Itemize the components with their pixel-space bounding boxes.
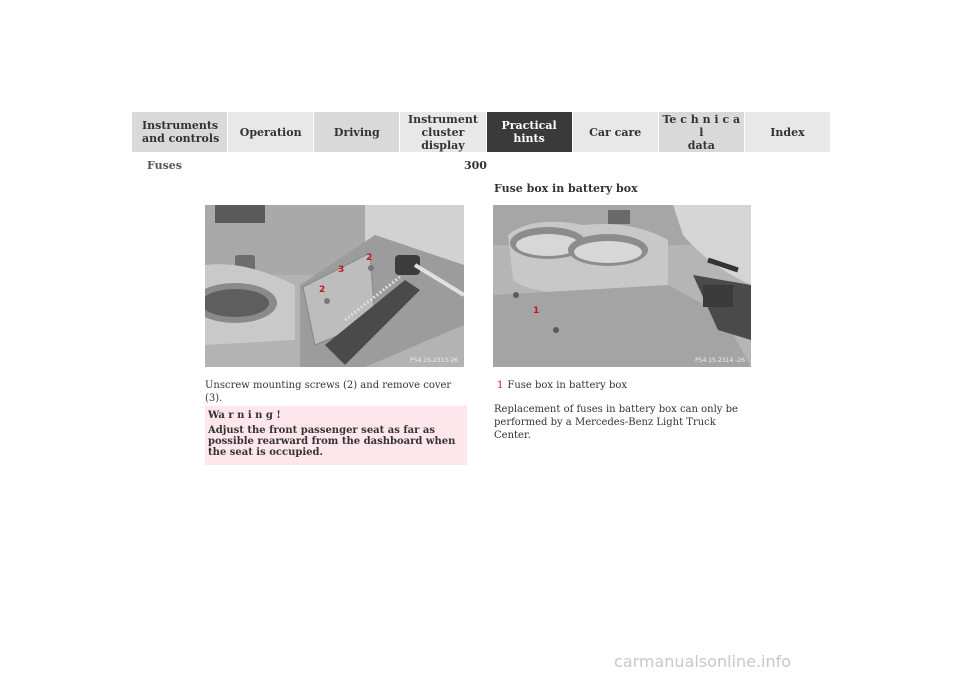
tab-technical-data[interactable] <box>659 112 745 152</box>
tab-label: Te c h n i c a l data <box>662 112 741 152</box>
photo-drawing <box>493 205 751 367</box>
callout-cover: 3 <box>338 265 345 275</box>
replacement-note: Replacement of fuses in battery box can only be performed by a Mercedes-Benz Light Truck Center. <box>494 404 738 441</box>
tab-label: Car care <box>589 125 642 139</box>
warning-text: Adjust the front passenger seat as far as possible rearward from the dashboard when the seat is occupied. <box>208 425 456 458</box>
tab-car-care[interactable] <box>573 112 659 152</box>
chapter-nav <box>132 112 830 152</box>
section-title: Fuses <box>147 159 182 172</box>
warning-title: Wa r n i n g ! <box>208 410 281 421</box>
tab-index[interactable] <box>745 112 830 152</box>
tab-instruments-and-controls[interactable] <box>132 112 228 152</box>
tab-label: Instrument cluster display <box>407 112 478 152</box>
tab-label: Operation <box>239 125 302 139</box>
callout-fuse-box: 1 <box>533 306 540 316</box>
cover-removal-photo <box>205 205 464 367</box>
tab-label: Practical hints <box>501 119 557 145</box>
tab-instrument-cluster-display[interactable] <box>400 112 486 152</box>
photo-drawing <box>205 205 464 367</box>
tab-label: Driving <box>333 125 380 139</box>
watermark: carmanualsonline.info <box>614 652 792 671</box>
warning-box <box>205 406 467 465</box>
legend-item <box>497 379 757 392</box>
battery-box-photo <box>493 205 751 367</box>
legend-text: Fuse box in battery box <box>507 380 628 391</box>
fuse-box-heading: Fuse box in battery box <box>494 182 638 195</box>
photo-reference: P54.15-2314 -26 <box>695 357 745 364</box>
legend-number: 1 <box>497 380 504 391</box>
page-number: 300 <box>464 159 487 172</box>
photo-reference: P54.15-2313-26 <box>409 357 458 364</box>
tab-practical-hints[interactable] <box>487 112 573 152</box>
tab-label: Instruments and controls <box>142 119 220 145</box>
cover-removal-caption: Unscrew mounting screws (2) and remove cover (3). <box>205 380 452 404</box>
tab-label: Index <box>770 125 805 139</box>
callout-screw: 2 <box>319 285 326 295</box>
tab-operation[interactable] <box>228 112 314 152</box>
callout-screw: 2 <box>366 253 373 263</box>
tab-driving[interactable] <box>314 112 400 152</box>
